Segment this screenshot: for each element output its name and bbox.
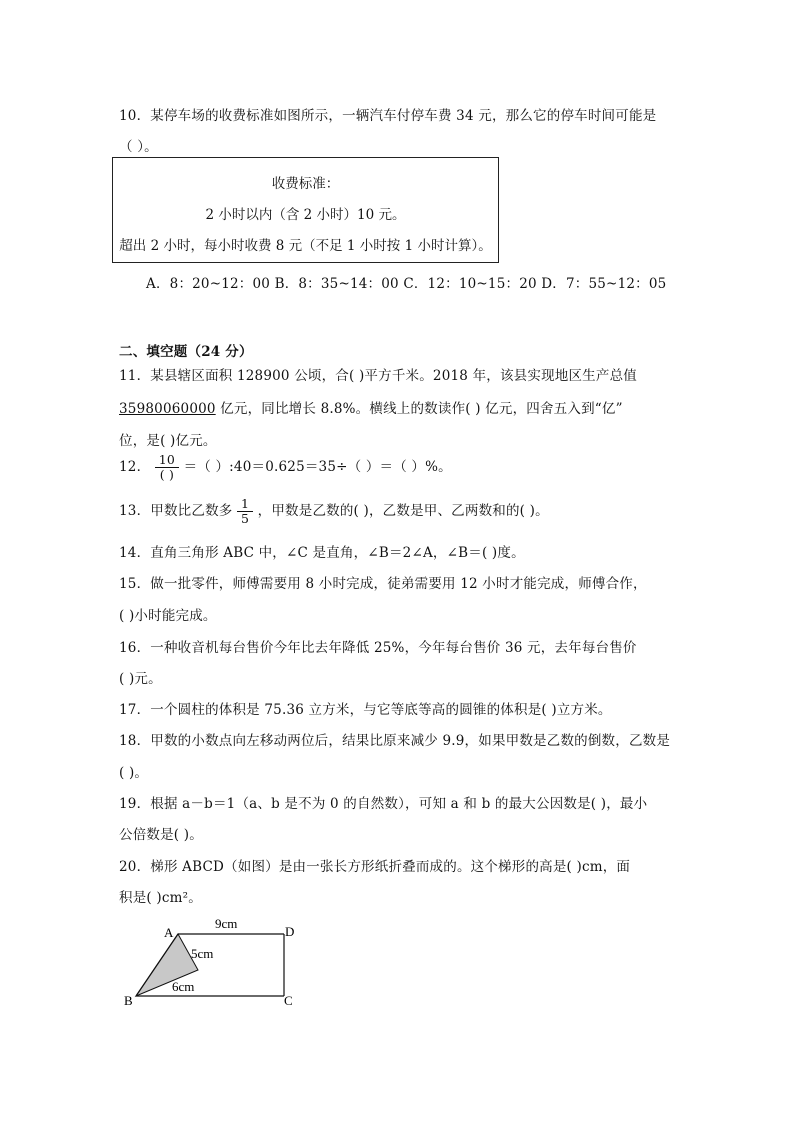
q18-line2: ( )。 [119,765,149,781]
q18-line1: 18．甲数的小数点向左移动两位后，结果比原来减少 9.9，如果甲数是乙数的倒数，乙数是 [119,733,671,749]
q12-frac-numerator: 10 [155,453,179,468]
bottom-length-label: 6cm [172,979,195,994]
q10-line2: （ ）。 [119,139,158,155]
fee-box-line1: 2 小时以内（含 2 小时）10 元。 [205,207,406,223]
q11-line1: 11．某县辖区面积 128900 公顷，合( )平方千米。2018 年，该县实现地区生产总值 [119,368,637,384]
q10-line1: 10．某停车场的收费标准如图所示，一辆汽车付停车费 34 元，那么它的停车时间可能是 [119,108,657,124]
q13-fraction [237,497,253,526]
fee-box-line2: 超出 2 小时，每小时收费 8 元（不足 1 小时按 1 小时计算）。 [119,238,492,254]
q11-line2-rest: 亿元，同比增长 8.8%。横线上的数读作( ) 亿元，四舍五入到“亿” [215,401,623,417]
q20-line1: 20．梯形 ABCD（如图）是由一张长方形纸折叠而成的。这个梯形的高是( )cm，面 [119,859,631,875]
label-b: B [124,993,133,1008]
q12-prefix: 12． [119,459,151,475]
q12-fraction [155,453,179,482]
q13-line [119,497,549,526]
fee-box-title: 收费标准： [271,176,340,192]
q11-line3: 位，是( )亿元。 [119,433,217,449]
label-d: D [285,924,295,939]
q20-line2: 积是( )cm²。 [119,890,202,906]
q12-rest: ＝（ ）:40＝0.625＝35÷（ ）＝（ ）%。 [183,459,452,475]
q19-line2: 公倍数是( )。 [119,827,203,843]
q19-line1: 19．根据 a－b＝1（a、b 是不为 0 的自然数），可知 a 和 b 的最大公因数是( )，最小 [119,796,648,812]
q11-line2 [119,397,623,417]
q13-rest: ，甲数是乙数的( )，乙数是甲、乙两数和的( )。 [257,503,549,519]
q15-line1: 15．做一批零件，师傅需要用 8 小时完成，徒弟需要用 12 小时才能完成，师傅合作， [119,576,647,592]
q17-line: 17．一个圆柱的体积是 75.36 立方米，与它等底等高的圆锥的体积是( )立方米。 [119,702,612,718]
q13-frac-denominator: 5 [240,511,250,526]
q12-frac-denominator: ( ) [159,467,175,482]
underlined-number: 35980060000 [119,401,216,417]
q15-line2: ( )小时能完成。 [119,608,217,624]
section-heading: 二、填空题（24 分） [119,344,253,360]
fee-standard-box [112,157,499,263]
q10-options: A．8：20~12：00 B．8：35~14：00 C．12：10~15：20 D．7：55~12：05 [146,276,667,292]
label-a: A [164,925,174,940]
fold-length-label: 5cm [191,946,214,961]
q13-prefix: 13．甲数比乙数多 [119,503,237,519]
label-c: C [284,993,293,1008]
q16-line1: 16．一种收音机每台售价今年比去年降低 25%，今年每台售价 36 元，去年每台售价 [119,640,637,656]
top-length-label: 9cm [215,916,238,931]
trapezoid-figure [118,912,308,1012]
q12-line [119,453,452,482]
q14-line: 14．直角三角形 ABC 中，∠C 是直角，∠B＝2∠A，∠B＝( )度。 [119,545,525,561]
q16-line2: ( )元。 [119,671,162,687]
q13-frac-numerator: 1 [237,497,253,512]
